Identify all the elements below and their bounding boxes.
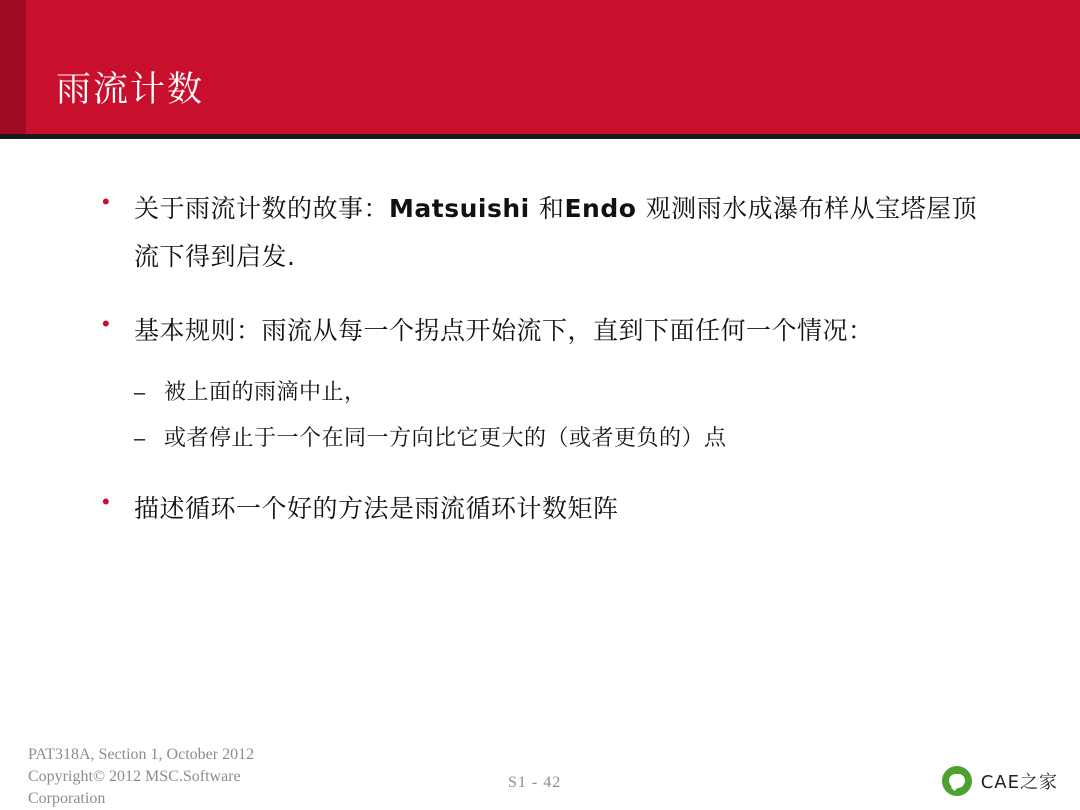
wechat-logo-icon <box>942 766 972 796</box>
slide-body <box>92 185 992 551</box>
bullet-text-3: 描述循环一个好的方法是雨流循环计数矩阵 <box>134 494 619 523</box>
bullet-marker-icon: • <box>102 311 110 336</box>
bullet-text-2: 基本规则：雨流从每一个拐点开始流下，直到下面任何一个情况： <box>134 316 874 345</box>
sub-bullet-marker-icon: – <box>134 428 146 450</box>
sub-bullet-text-1: 被上面的雨滴中止， <box>164 380 367 405</box>
watermark-badge <box>942 766 1058 796</box>
footer-copyright <box>28 744 368 810</box>
spacer <box>92 299 992 307</box>
footer-line-3: Corporation <box>28 790 106 807</box>
sub-bullet-item-1 <box>92 373 992 413</box>
header-underline <box>0 134 1080 139</box>
bullet-item-1 <box>92 185 992 281</box>
bullet-item-2 <box>92 307 992 355</box>
footer-line-1: PAT318A, Section 1, October 2012 <box>28 746 255 763</box>
page-number: S1 - 42 <box>508 774 562 791</box>
bullet-marker-icon: • <box>102 189 110 214</box>
bullet-item-3 <box>92 485 992 533</box>
watermark-label: CAE之家 <box>980 772 1058 793</box>
sub-bullet-item-2 <box>92 419 992 459</box>
bullet-text-1: 关于雨流计数的故事：Matsuishi 和Endo 观测雨水成瀑布样从宝塔屋顶流下得到启发. <box>134 194 978 271</box>
page-title: 雨流计数 <box>56 70 205 110</box>
footer-line-2: Copyright© 2012 MSC.Software <box>28 768 241 785</box>
bullet-marker-icon: • <box>102 489 110 514</box>
header-accent-stripe <box>0 0 26 134</box>
spacer <box>92 465 992 485</box>
sub-bullet-text-2: 或者停止于一个在同一方向比它更大的（或者更负的）点 <box>164 426 727 451</box>
sub-bullet-marker-icon: – <box>134 382 146 404</box>
